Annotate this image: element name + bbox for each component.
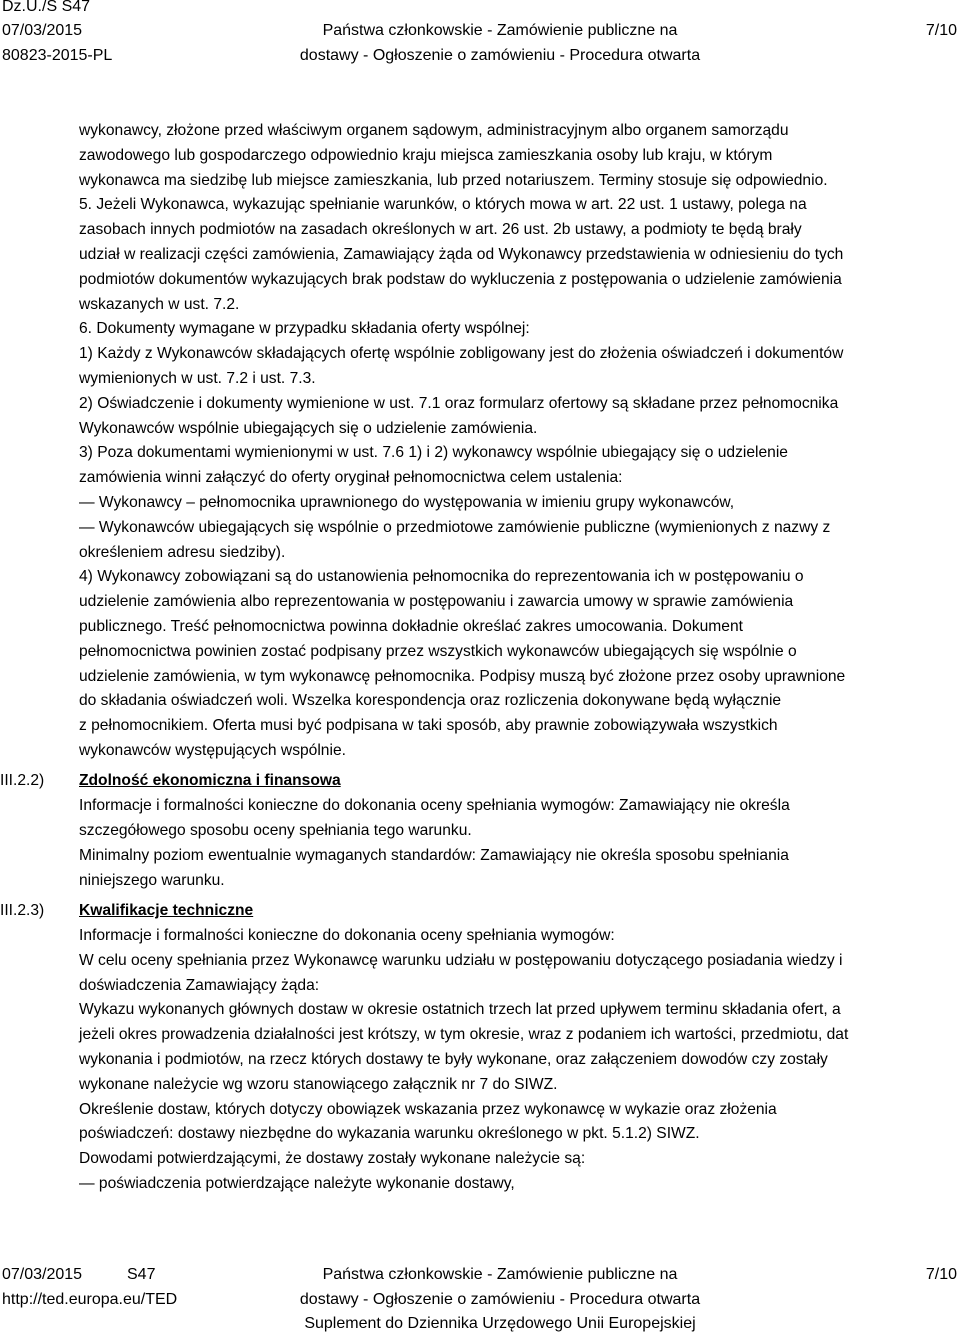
section-heading-technical: Kwalifikacje techniczne: [79, 902, 254, 919]
section-text-line: Informacje i formalności konieczne do dokonania oceny spełniania wymogów: Zamawiający nie określa: [79, 797, 790, 814]
section-text-line: szczegółowego sposobu oceny spełniania tego warunku.: [79, 822, 472, 839]
body-text-line: do składania oświadczeń woli. Wszelka korespondencja oraz rozliczenia dokonywane będą wyłącznie: [79, 692, 782, 710]
section-text-line: Informacje i formalności konieczne do dokonania oceny spełniania wymogów:: [79, 927, 615, 944]
body-text-line: 5. Jeżeli Wykonawca, wykazując spełnianie warunków, o których mowa w art. 22 ust. 1 ustawy, polega na: [79, 196, 807, 214]
section-text-line: Minimalny poziom ewentualnie wymaganych standardów: Zamawiający nie określa sposobu spełniania: [79, 847, 789, 864]
body-text-line: zawodowego lub gospodarczego odpowiednio kraju miejsca zamieszkania osoby lub kraju, w którym: [79, 146, 773, 164]
section-text-line: wykonania i podmiotów, na rzecz których dostawy te były wykonane, oraz załączeniem dowodów czy zostały: [79, 1051, 828, 1068]
body-text-line: udzielenie zamówienia, w tym wykonawcę pełnomocnika. Podpisy muszą być złożone przez osoby uprawnione: [79, 667, 846, 685]
body-text-line: — Wykonawcy – pełnomocnika uprawnionego do występowania w imieniu grupy wykonawców,: [79, 494, 735, 511]
footer-title-line1: Państwa członkowskie - Zamówienie publiczne na: [322, 1266, 678, 1283]
footer-series: S47: [127, 1266, 156, 1283]
section-text-line: Określenie dostaw, których dotyczy obowiązek wskazania przez wykonawcę w wykazie oraz złożenia: [79, 1100, 777, 1118]
section-text-line: Dowodami potwierdzającymi, że dostawy zostały wykonane należycie są:: [79, 1150, 586, 1168]
body-text-line: określeniem adresu siedziby).: [79, 543, 286, 561]
body-text-line: wykonawca ma siedzibę lub miejsce zamieszkania, lub przed notariuszem. Terminy stosuje się odpowiednio.: [79, 171, 828, 189]
section-text-line: jeżeli okres prowadzenia działalności jest krótszy, w tym okresie, wraz z podaniem ich wartości, przedmiotu, dat: [79, 1026, 849, 1044]
body-text-line: udzielenie zamówienia albo reprezentowania w postępowaniu i zawarcia umowy w sprawie zamówienia: [79, 593, 794, 611]
body-text-line: z pełnomocnikiem. Oferta musi być podpisana w taki sposób, aby prawnie zobowiązywała wszystkich: [79, 717, 778, 735]
section-text-line: wykonane należycie wg wzoru stanowiącego załącznik nr 7 do SIWZ.: [79, 1075, 558, 1093]
footer-page-number: 7/10: [925, 1266, 957, 1283]
body-text-line: wskazanych w ust. 7.2.: [79, 295, 240, 313]
footer-title-line3: Suplement do Dziennika Urzędowego Unii Europejskiej: [304, 1315, 696, 1332]
body-text-line: podmiotów dokumentów wykazujących brak podstaw do wykluczenia z postępowania o udzielenie zamówienia: [79, 270, 842, 288]
section-text-line: niniejszego warunku.: [79, 872, 225, 889]
body-text-line: 1) Każdy z Wykonawców składających ofertę wspólnie zobligowany jest do złożenia oświadczeń i dokumentów: [79, 345, 844, 363]
body-text-line: 2) Oświadczenie i dokumenty wymienione w ust. 7.1 oraz formularz ofertowy są składane przez pełnomocnika: [79, 394, 839, 412]
body-text-line: — Wykonawców ubiegających się wspólnie o przedmiotowe zamówienie publiczne (wymienionych z nazwy z: [79, 518, 831, 536]
section-text-line: doświadczenia Zamawiający żąda:: [79, 976, 320, 994]
body-text-line: Wykonawców wspólnie ubiegających się o udzielenie zamówienia.: [79, 419, 538, 437]
body-text-line: wykonawcy, złożone przed właściwym organem sądowym, administracyjnym albo organem samorządu: [79, 122, 789, 139]
header-title-line1: Państwa członkowskie - Zamówienie publiczne na: [322, 22, 678, 39]
body-text-line: zasobach innych podmiotów na zasadach określonych w art. 26 ust. 2b ustawy, a podmioty te będą brały: [79, 221, 802, 239]
body-text-line: 3) Poza dokumentami wymienionymi w ust. 7.6 1) i 2) wykonawcy wspólnie ubiegający się o udzielenie: [79, 444, 788, 462]
section-number-iii-2-3: III.2.3): [0, 902, 45, 919]
footer-title-line2: dostawy - Ogłoszenie o zamówieniu - Procedura otwarta: [299, 1291, 701, 1308]
header-date: 07/03/2015: [2, 22, 83, 39]
section-text-line: Wykazu wykonanych głównych dostaw w okresie ostatnich trzech lat przed upływem terminu składania ofert, a: [79, 1001, 841, 1019]
footer-url: http://ted.europa.eu/TED: [2, 1291, 178, 1308]
section-text-line: — poświadczenia potwierdzające należyte wykonanie dostawy,: [79, 1175, 515, 1192]
footer-date: 07/03/2015: [2, 1266, 83, 1283]
header-doc-id: 80823-2015-PL: [2, 47, 113, 64]
body-text-line: wykonawców występujących wspólnie.: [79, 742, 346, 759]
section-text-line: W celu oceny spełniania przez Wykonawcę warunku udziału w postępowaniu dotyczącego posiadania wiedzy i: [79, 951, 843, 969]
body-text-line: udział w realizacji części zamówienia, Zamawiający żąda od Wykonawcy przedstawienia w odniesieniu do tych: [79, 246, 844, 263]
section-text-line: poświadczeń: dostawy niezbędne do wykazania warunku określonego w pkt. 5.1.2) SIWZ.: [79, 1125, 700, 1143]
body-text-line: 4) Wykonawcy zobowiązani są do ustanowienia pełnomocnika do reprezentowania ich w postępowaniu o: [79, 568, 804, 586]
body-text-line: publicznego. Treść pełnomocnictwa powinna dokładnie określać zakres umocowania. Dokument: [79, 618, 743, 635]
body-text-line: pełnomocnictwa powinien zostać podpisany przez wszystkich wykonawców ubiegających się wspólnie o: [79, 642, 797, 660]
header-title-line2: dostawy - Ogłoszenie o zamówieniu - Procedura otwarta: [299, 47, 701, 64]
body-text-line: 6. Dokumenty wymagane w przypadku składania oferty wspólnej:: [79, 320, 530, 338]
body-text-line: zamówienia winni załączyć do oferty oryginał pełnomocnictwa celem ustalenia:: [79, 469, 623, 487]
journal-ref: Dz.U./S S47: [2, 0, 91, 15]
header-page-number: 7/10: [925, 22, 957, 39]
section-heading-economic: Zdolność ekonomiczna i finansowa: [79, 772, 341, 789]
body-text-line: wymienionych w ust. 7.2 i ust. 7.3.: [79, 370, 316, 387]
section-number-iii-2-2: III.2.2): [0, 772, 45, 789]
